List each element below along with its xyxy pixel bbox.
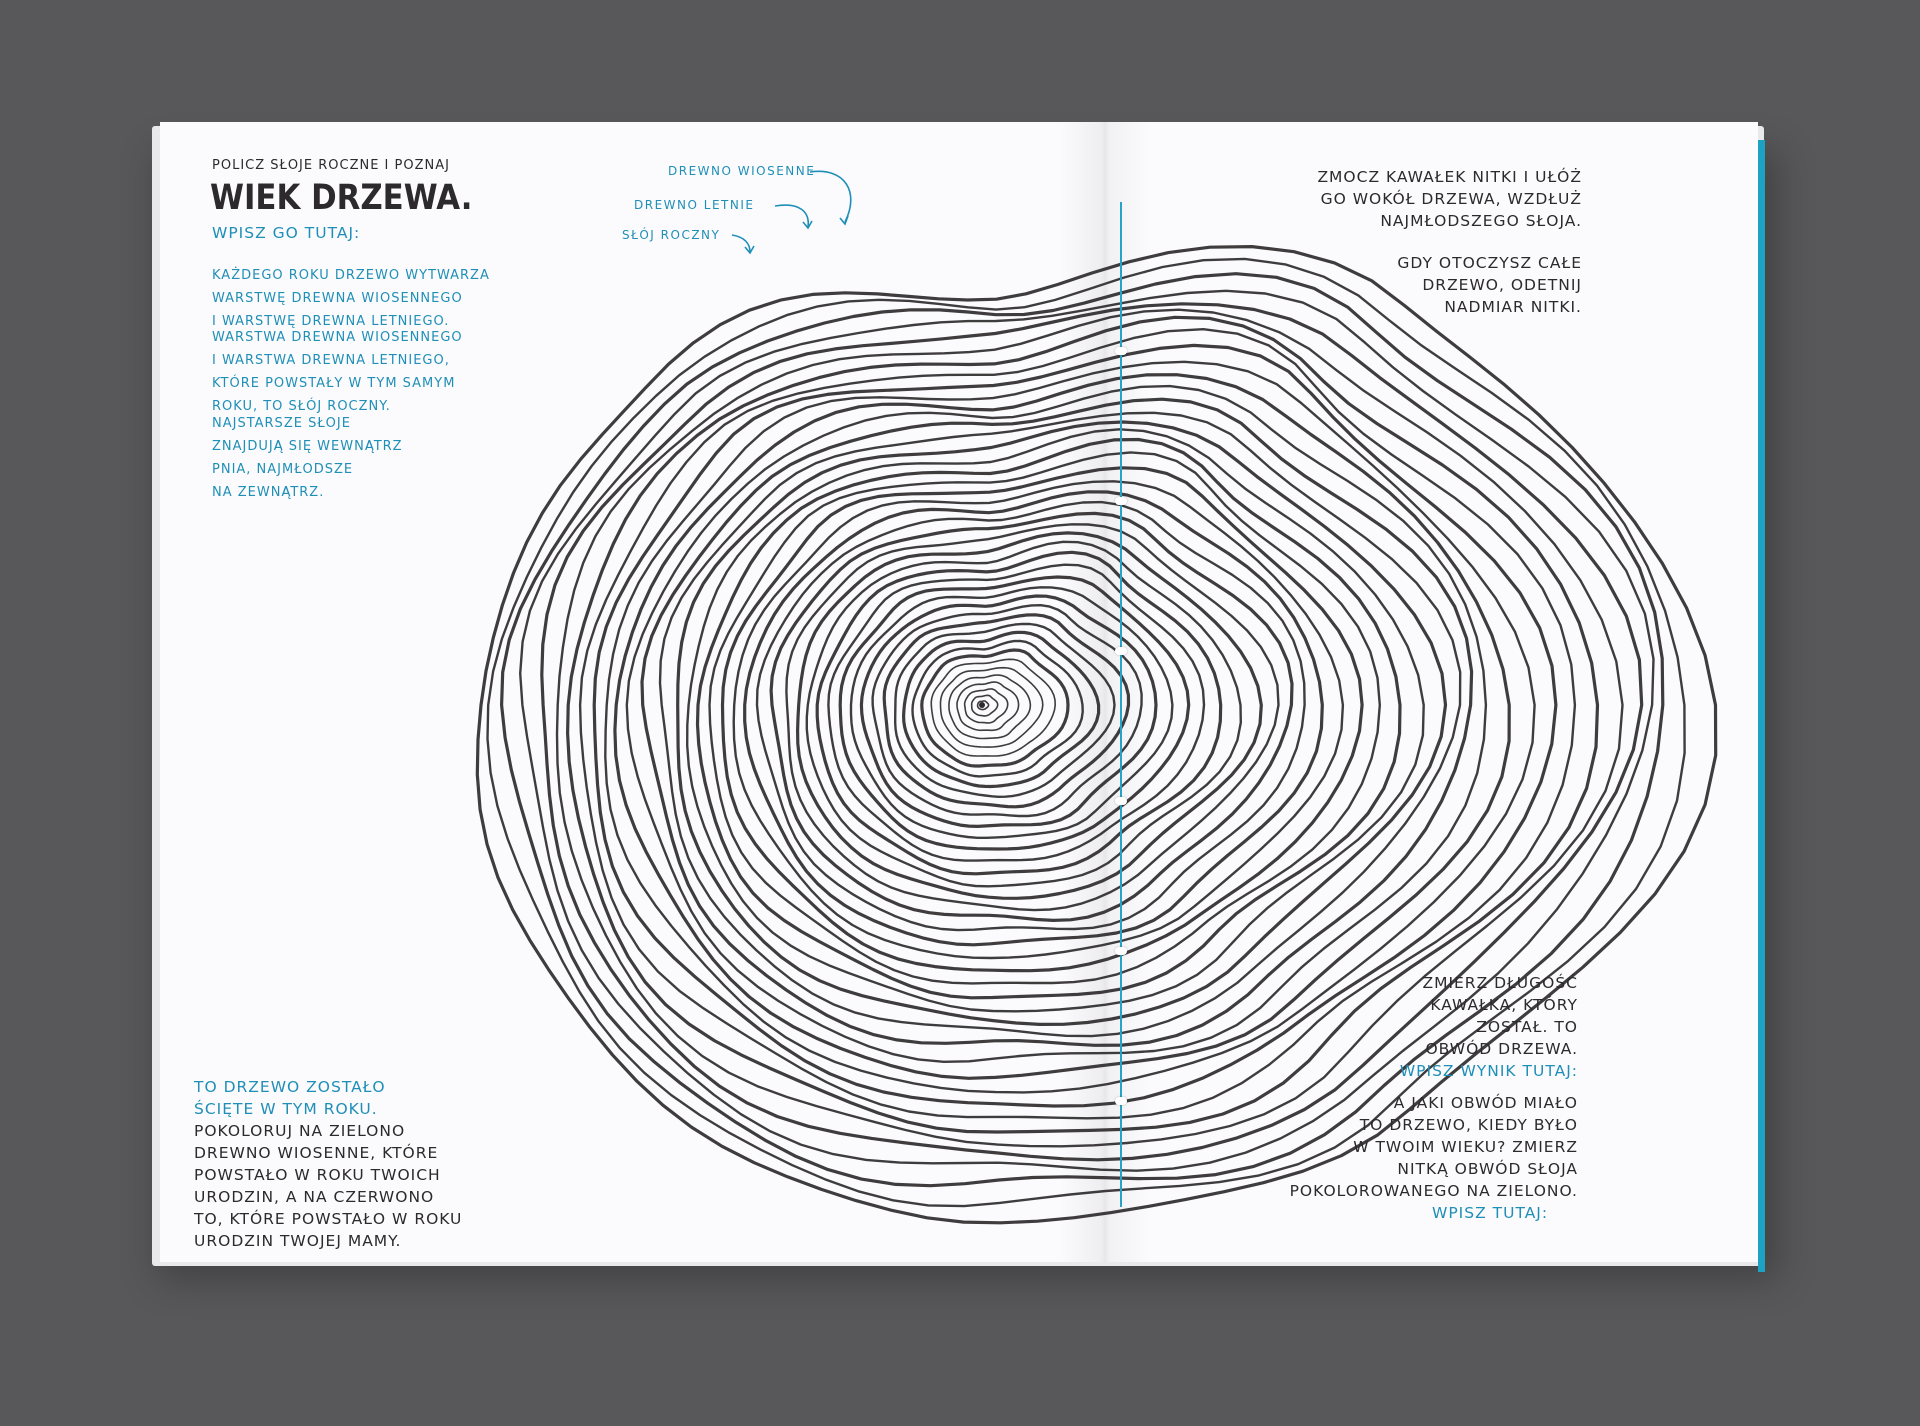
tree-ring	[941, 668, 1043, 747]
binding-hole	[1115, 797, 1127, 805]
measure-instructions: ZMIERZ DŁUGOŚĆ KAWAŁKA, KTÓRY ZOSTAŁ. TO OBWÓD DRZEWA.	[1422, 974, 1578, 1058]
paragraph-annual-ring: WARSTWA DREWNA WIOSENNEGO I WARSTWA DREWNA LETNIEGO, KTÓRE POWSTAŁY W TYM SAMYM ROKU, TO SŁÓJ ROCZNY.	[212, 330, 463, 414]
age-circumference-question: A JAKI OBWÓD MIAŁO TO DRZEWO, KIEDY BYŁO W TWOIM WIEKU? ZMIERZ NITKĄ OBWÓD SŁOJA POKOLOROWANEGO NA ZIELONO.	[1289, 1094, 1578, 1200]
book-spread	[160, 122, 1758, 1262]
arrowhead-spring-wood	[840, 216, 848, 224]
binding-hole	[1115, 497, 1127, 505]
label-annual-ring: SŁÓJ ROCZNY	[622, 228, 721, 242]
cut-thread-instructions: GDY OTOCZYSZ CAŁE DRZEWO, ODETNIJ NADMIAR NITKI.	[1397, 254, 1582, 316]
cut-year-note: TO DRZEWO ZOSTAŁO ŚCIĘTE W TYM ROKU.	[194, 1078, 386, 1118]
heading-kicker: POLICZ SŁOJE ROCZNE I POZNAJ	[212, 158, 450, 173]
coloring-instructions: POKOLORUJ NA ZIELONO DREWNO WIOSENNE, KTÓRE POWSTAŁO W ROKU TWOICH URODZIN, A NA CZERWONO TO, KTÓRE POWSTAŁO W ROKU URODZIN TWOJEJ MAMY.	[194, 1122, 463, 1250]
label-spring-wood: DREWNO WIOSENNE	[668, 164, 816, 178]
paragraph-ring-order: NAJSTARSZE SŁOJE ZNAJDUJĄ SIĘ WEWNĄTRZ PNIA, NAJMŁODSZE NA ZEWNĄTRZ.	[212, 416, 403, 500]
cover-edge	[1758, 140, 1765, 1272]
tree-ring	[922, 650, 1068, 766]
arrow-summer-wood	[775, 205, 808, 227]
thread-instructions: ZMOCZ KAWAŁEK NITKI I UŁÓŻ GO WOKÓŁ DRZEWA, WZDŁUŻ NAJMŁODSZEGO SŁOJA.	[1317, 168, 1582, 230]
paragraph-yearly-layers: KAŻDEGO ROKU DRZEWO WYTWARZA WARSTWĘ DREWNA WIOSENNEGO I WARSTWĘ DREWNA LETNIEGO.	[212, 268, 490, 329]
tree-pith	[979, 702, 985, 708]
tree-ring	[931, 659, 1055, 756]
page-title: WIEK DRZEWA.	[210, 178, 473, 218]
binding-hole	[1115, 647, 1127, 655]
measure-prompt: WPISZ WYNIK TUTAJ:	[1399, 1062, 1578, 1080]
age-prompt: WPISZ GO TUTAJ:	[212, 224, 361, 242]
tree-ring	[734, 481, 1343, 958]
label-summer-wood: DREWNO LETNIE	[634, 198, 755, 212]
binding-hole	[1115, 1097, 1127, 1105]
question-prompt: WPISZ TUTAJ:	[1432, 1204, 1549, 1222]
arrow-spring-wood	[810, 171, 851, 222]
tree-ring	[861, 596, 1156, 826]
binding-hole	[1115, 947, 1127, 955]
binding-hole	[1115, 347, 1127, 355]
